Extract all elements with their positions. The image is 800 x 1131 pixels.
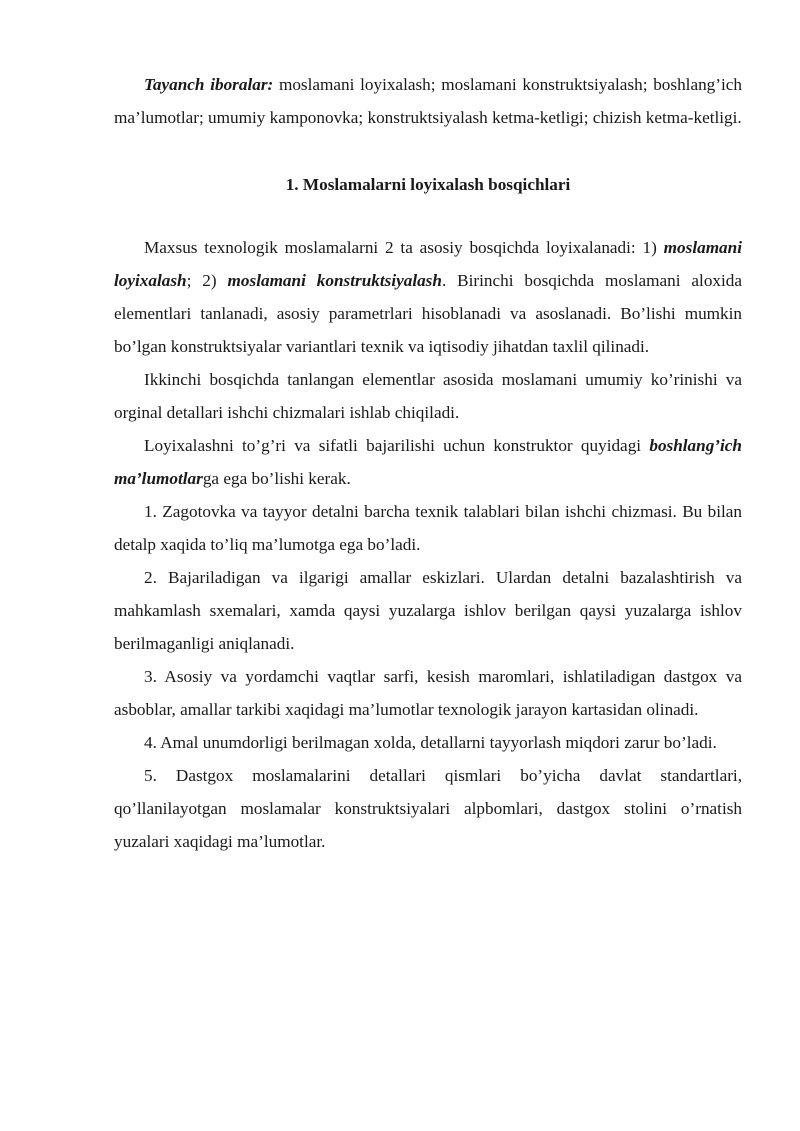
list-item-3: 3. Asosiy va yordamchi vaqtlar sarfi, kesish maromlari, ishlatiladigan dastgox va asboblar, amallar tarkibi xaqidagi ma’lumotlar texnologik jarayon kartasidan olinadi. bbox=[114, 667, 742, 719]
intro-text-2: ; 2) bbox=[186, 271, 228, 290]
list-item-2: 2. Bajariladigan va ilgarigi amallar eskizlari. Ulardan detalni bazalashtirish va mahkamlash sxemalari, xamda qaysi yuzalarga ishlov berilgan qaysi yuzalarga ishlov berilmaganligi aniqlanadi. bbox=[114, 568, 742, 653]
requirements-text-2: ga ega bo’lishi kerak. bbox=[202, 469, 351, 488]
list-item-4: 4. Amal unumdorligi berilmagan xolda, detallarni tayyorlash miqdori zarur bo’ladi. bbox=[144, 733, 717, 752]
requirements-text-1: Loyixalashni to’g’ri va sifatli bajarilishi uchun konstruktor quyidagi bbox=[144, 436, 650, 455]
section-title: 1. Moslamalarni loyixalash bosqichlari bbox=[285, 175, 571, 194]
intro-text-1: Maxsus texnologik moslamalarni 2 ta asosiy bosqichda loyixalanadi: 1) bbox=[144, 238, 664, 257]
stage2-paragraph: Ikkinchi bosqichda tanlangan elementlar asosida moslamani umumiy ko’rinishi va orginal detallari ishchi chizmalari ishlab chiqiladi. bbox=[114, 370, 742, 422]
list-item-1: 1. Zagotovka va tayyor detalni barcha texnik talablari bilan ishchi chizmasi. Bu bilan detalp xaqida to’liq ma’lumotga ega bo’ladi. bbox=[114, 502, 742, 554]
intro-term-1: moslamani loyixalash bbox=[114, 238, 742, 290]
list-item-5: 5. Dastgox moslamalarini detallari qismlari bo’yicha davlat standartlari, qo’llanilayotgan moslamalar konstruktsiyalari alpbomlari, dastgox stolini o’rnatish yuzalari xaqidagi ma’lumotlar. bbox=[114, 766, 742, 851]
keywords-paragraph bbox=[114, 68, 742, 134]
intro-term-2: moslamani konstruktsiyalash bbox=[227, 271, 442, 290]
requirements-paragraph bbox=[114, 429, 742, 495]
keywords-label: Tayanch iboralar: bbox=[144, 75, 274, 94]
keywords-text: moslamani loyixalash; moslamani konstruktsiyalash; boshlang’ich ma’lumotlar; umumiy kamponovka; konstruktsiyalash ketma-ketligi; chizish ketma-ketligi. bbox=[114, 75, 742, 127]
intro-text-3: . Birinchi bosqichda moslamani aloxida elementlari tanlanadi, asosiy parametrlari hisoblanadi va asoslanadi. Bo’lishi mumkin bo’lgan konstruktsiyalar variantlari texnik va iqtisodiy jihatdan taxlil qilinadi. bbox=[114, 271, 743, 356]
spacer bbox=[114, 134, 742, 168]
document-page bbox=[114, 68, 742, 858]
intro-paragraph bbox=[114, 231, 742, 363]
spacer bbox=[114, 201, 742, 231]
requirements-term: boshlang’ich ma’lumotlar bbox=[114, 436, 742, 488]
